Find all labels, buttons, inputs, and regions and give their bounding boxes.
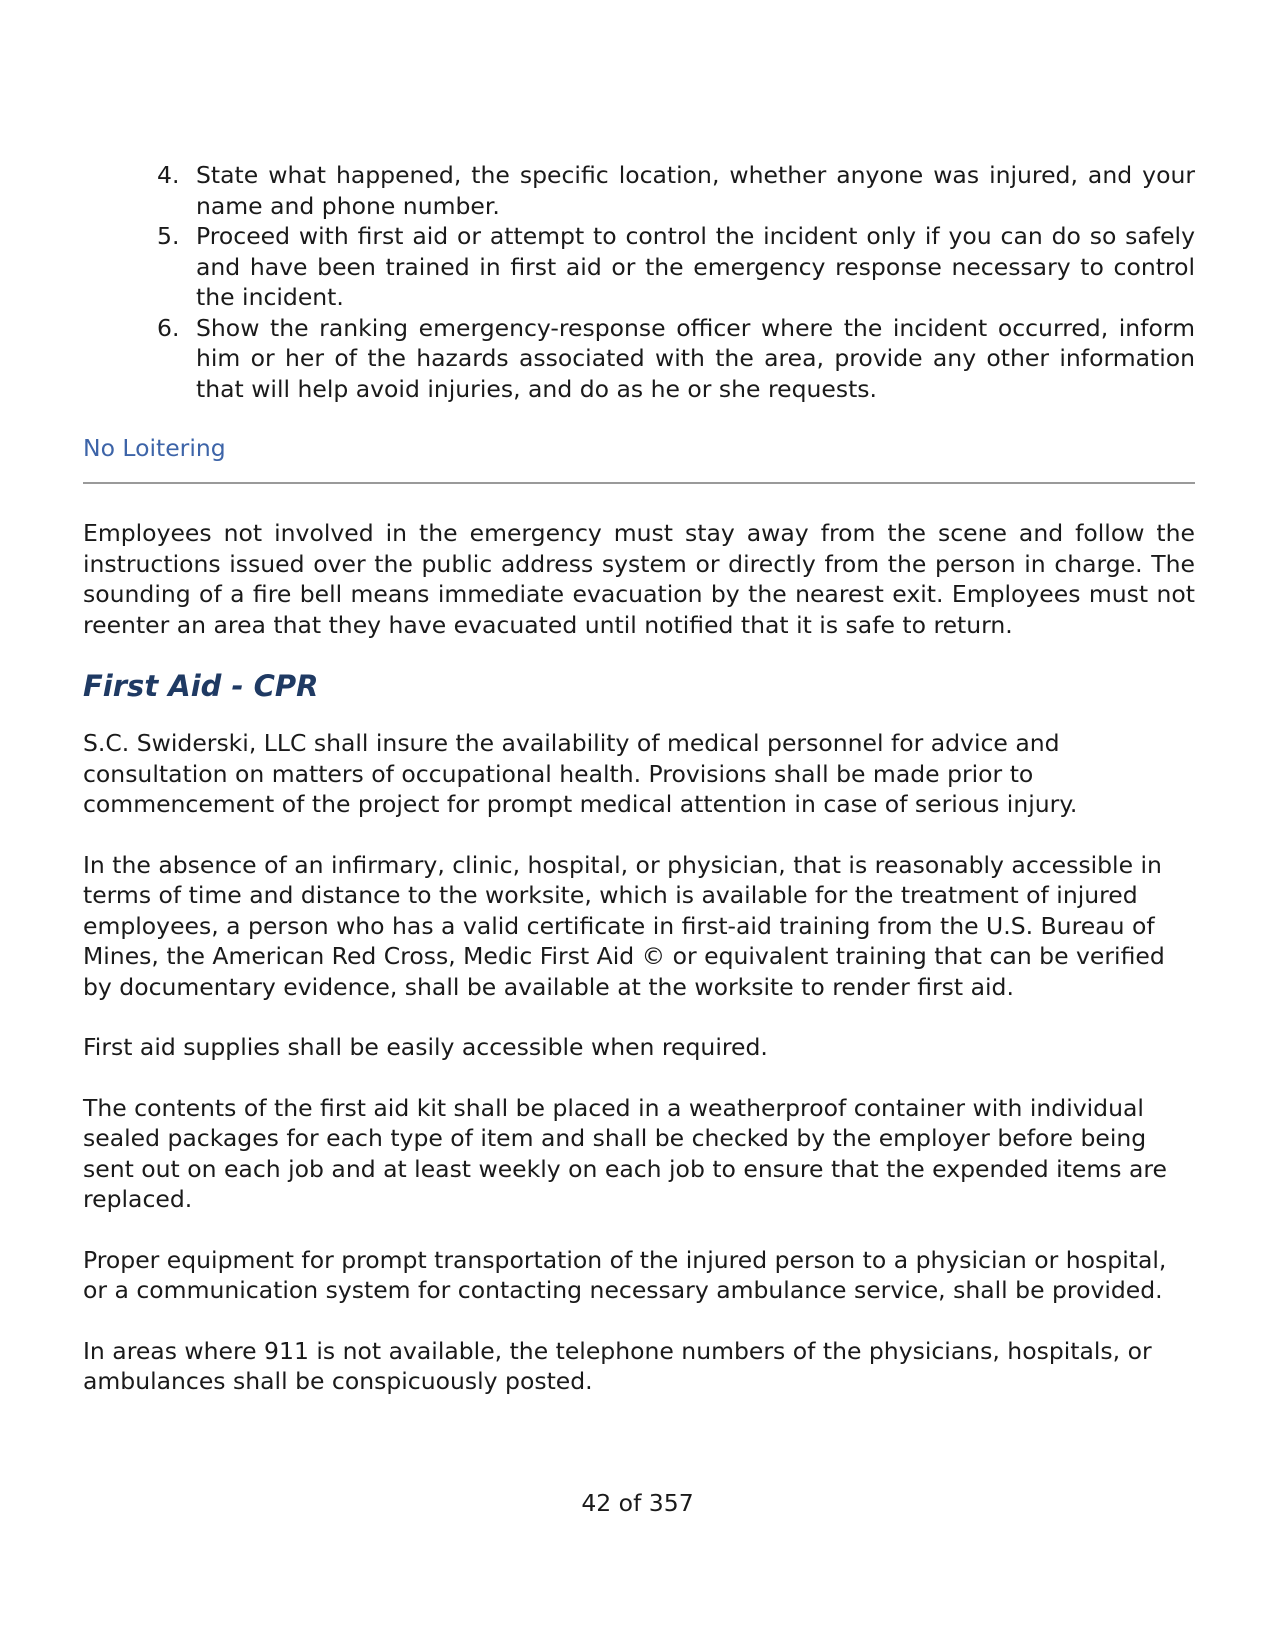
list-item [83, 313, 1195, 405]
first-aid-heading: First Aid - CPR [83, 669, 319, 703]
list-item-text: Show the ranking emergency-response officer where the incident occurred, inform him or her of the hazards associated with the area, provide any other information that will help avoid injuries, and do as he or she requests. [196, 313, 1195, 403]
list-item-text: State what happened, the specific location, whether anyone was injured, and your name and phone number. [196, 161, 1195, 220]
numbered-list [83, 160, 1195, 404]
no-loitering-paragraph: Employees not involved in the emergency must stay away from the scene and follow the instructions issued over the public address system or directly from the person in charge. The sounding of a fire bell means immediate evacuation by the nearest exit. Employees must not reenter an area that they have evacuated until notified that it is safe to return. [83, 519, 1195, 639]
first-aid-paragraph: In areas where 911 is not available, the telephone numbers of the physicians, hospitals, or ambulances shall be conspicuously posted. [83, 1336, 1152, 1395]
list-item [83, 160, 1195, 221]
list-item-number: 5. [157, 222, 180, 250]
section-divider [83, 482, 1195, 484]
no-loitering-heading: No Loitering [83, 434, 226, 462]
first-aid-paragraph: In the absence of an infirmary, clinic, hospital, or physician, that is reasonably accessible in terms of time and distance to the worksite, which is available for the treatment of injured employees, a person who has a valid certificate in first-aid training from the U.S. Bureau of Mines, the American Red Cross, Medic First Aid © or equivalent training that can be verified by documentary evidence, shall be available at the worksite to render first aid. [83, 850, 1165, 1001]
list-item-number: 4. [157, 161, 180, 189]
list-item-number: 6. [157, 313, 180, 342]
list-item-text: Proceed with first aid or attempt to control the incident only if you can do so safely and have been trained in first aid or the emergency response necessary to control the incident. [196, 222, 1195, 311]
document-page [83, 160, 1195, 1397]
first-aid-paragraph: First aid supplies shall be easily accessible when required. [83, 1033, 768, 1061]
list-item [83, 221, 1195, 313]
first-aid-paragraph: Proper equipment for prompt transportation of the injured person to a physician or hospital, or a communication system for contacting necessary ambulance service, shall be provided. [83, 1245, 1167, 1304]
first-aid-paragraph: The contents of the first aid kit shall be placed in a weatherproof container with individual sealed packages for each type of item and shall be checked by the employer before being sent out on each job and at least weekly on each job to ensure that the expended items are replaced. [83, 1093, 1167, 1213]
page-number: 42 of 357 [581, 1489, 694, 1517]
first-aid-paragraph: S.C. Swiderski, LLC shall insure the availability of medical personnel for advice and consultation on matters of occupational health. Provisions shall be made prior to commencement of the project for prompt medical attention in case of serious injury. [83, 729, 1078, 818]
